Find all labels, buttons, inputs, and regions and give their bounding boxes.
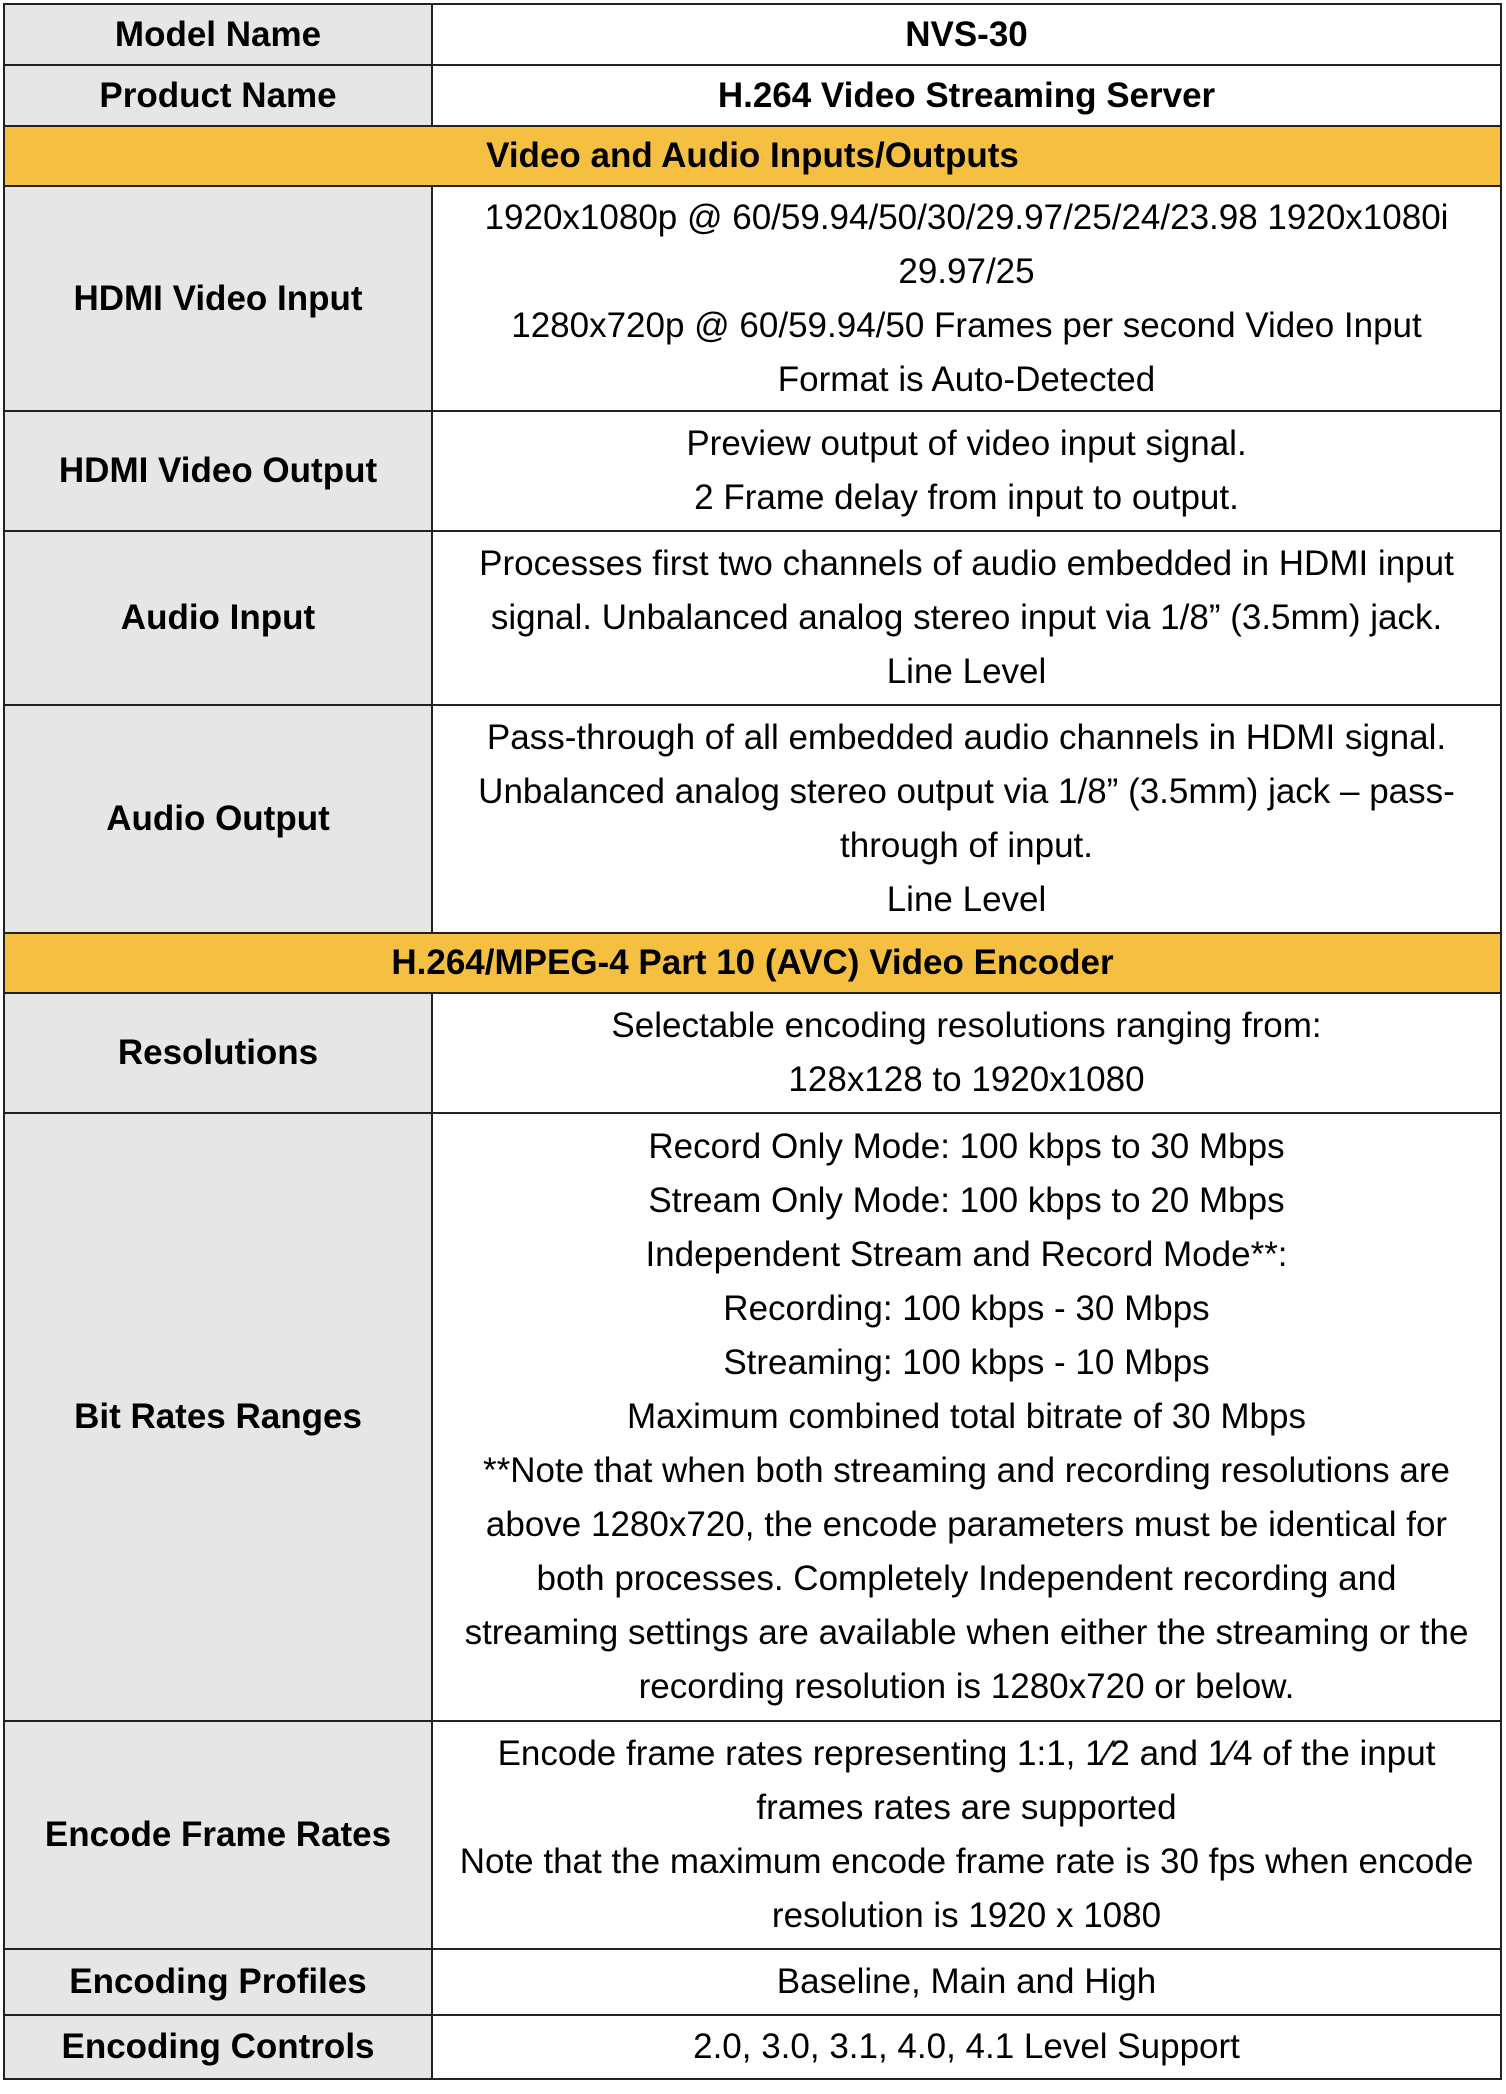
row-product-name [4, 65, 1501, 126]
text-line: Recording: 100 kbps - 30 Mbps [723, 1289, 1210, 1328]
value-product-name: H.264 Video Streaming Server [432, 65, 1501, 126]
text-line: Selectable encoding resolutions ranging from: [611, 1006, 1322, 1045]
text-line: Stream Only Mode: 100 kbps to 20 Mbps [648, 1181, 1285, 1220]
text-line: Pass-through of all embedded audio channels in HDMI signal. [486, 718, 1447, 757]
row-encoding-controls [4, 2015, 1501, 2079]
text-line: frames rates are supported [756, 1788, 1177, 1827]
row-audio-input [4, 531, 1501, 705]
text-line: Note that the maximum encode frame rate is 30 fps when encode [459, 1842, 1474, 1881]
text-line: Processes first two channels of audio embedded in HDMI input [479, 544, 1454, 583]
text-line: Record Only Mode: 100 kbps to 30 Mbps [648, 1127, 1285, 1166]
value-model-name: NVS-30 [432, 4, 1501, 65]
value-audio-output [432, 705, 1501, 933]
label-bit-rates: Bit Rates Ranges [4, 1113, 432, 1721]
text-line: 2 Frame delay from input to output. [694, 478, 1239, 517]
text-line: 1920x1080p @ 60/59.94/50/30/29.97/25/24/23.98 1920x1080i [484, 197, 1449, 237]
text-line: streaming settings are available when either the streaming or the [464, 1613, 1469, 1652]
label-product-name: Product Name [4, 65, 432, 126]
label-encoding-controls: Encoding Controls [4, 2015, 432, 2079]
value-encode-frame-rates [432, 1721, 1501, 1949]
value-audio-input [432, 531, 1501, 705]
section-title-encoder: H.264/MPEG-4 Part 10 (AVC) Video Encoder [4, 933, 1501, 993]
text-line: **Note that when both streaming and recording resolutions are [483, 1451, 1450, 1490]
text-line: signal. Unbalanced analog stereo input via 1/8” (3.5mm) jack. [490, 598, 1443, 637]
value-hdmi-video-output [432, 411, 1501, 531]
row-audio-output [4, 705, 1501, 933]
value-resolutions [432, 993, 1501, 1113]
row-resolutions [4, 993, 1501, 1113]
spec-table [3, 3, 1502, 2080]
label-hdmi-video-input: HDMI Video Input [4, 186, 432, 411]
row-bit-rates [4, 1113, 1501, 1721]
label-audio-input: Audio Input [4, 531, 432, 705]
text-line: Encode frame rates representing 1:1, 1⁄2 and 1⁄4 of the input [497, 1734, 1436, 1773]
row-encode-frame-rates [4, 1721, 1501, 1949]
text-line: recording resolution is 1280x720 or below. [638, 1667, 1295, 1706]
text-line: Preview output of video input signal. [686, 424, 1247, 463]
label-audio-output: Audio Output [4, 705, 432, 933]
text-line: Streaming: 100 kbps - 10 Mbps [723, 1343, 1210, 1382]
text-line: above 1280x720, the encode parameters must be identical for [485, 1505, 1448, 1544]
text-line: Unbalanced analog stereo output via 1/8” (3.5mm) jack – pass- [478, 772, 1455, 811]
label-model-name: Model Name [4, 4, 432, 65]
text-line: Baseline, Main and High [776, 1962, 1157, 2001]
label-hdmi-video-output: HDMI Video Output [4, 411, 432, 531]
section-header-encoder [4, 933, 1501, 993]
text-line: both processes. Completely Independent recording and [536, 1559, 1397, 1598]
section-title-io: Video and Audio Inputs/Outputs [4, 126, 1501, 186]
text-line: through of input. [840, 826, 1093, 865]
text-line: 128x128 to 1920x1080 [788, 1060, 1145, 1099]
section-header-io [4, 126, 1501, 186]
row-hdmi-video-output [4, 411, 1501, 531]
text-line: Maximum combined total bitrate of 30 Mbps [627, 1397, 1306, 1436]
label-encoding-profiles: Encoding Profiles [4, 1949, 432, 2015]
value-hdmi-video-input [432, 186, 1501, 411]
text-line: 1280x720p @ 60/59.94/50 Frames per second Video Input [511, 305, 1422, 345]
text-line: 29.97/25 [898, 251, 1035, 291]
value-encoding-profiles [432, 1949, 1501, 2015]
text-line: Line Level [886, 652, 1047, 691]
text-line: Independent Stream and Record Mode**: [645, 1235, 1288, 1274]
label-resolutions: Resolutions [4, 993, 432, 1113]
row-encoding-profiles [4, 1949, 1501, 2015]
row-model-name [4, 4, 1501, 65]
text-line: Line Level [886, 880, 1047, 919]
row-hdmi-video-input [4, 186, 1501, 411]
text-line: resolution is 1920 x 1080 [771, 1896, 1162, 1935]
text-line: 2.0, 3.0, 3.1, 4.0, 4.1 Level Support [693, 2027, 1240, 2066]
value-encoding-controls [432, 2015, 1501, 2079]
value-bit-rates [432, 1113, 1501, 1721]
text-line: Format is Auto-Detected [777, 359, 1156, 399]
label-encode-frame-rates: Encode Frame Rates [4, 1721, 432, 1949]
